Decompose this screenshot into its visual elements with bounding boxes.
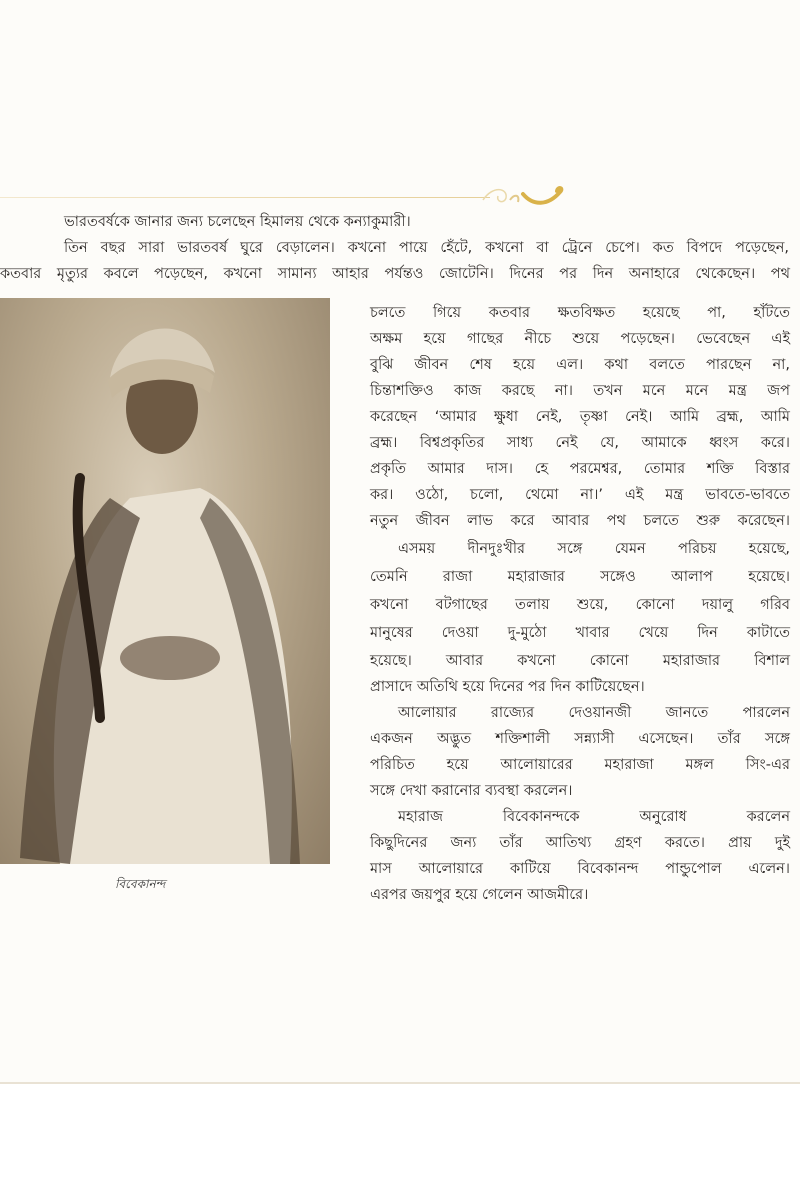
text-line: সঙ্গে দেখা করানোর ব্যবস্থা করলেন। [370,783,573,799]
text-line: মানুষের দেওয়া দু-মুঠো খাবার খেয়ে দিন কাটাতে [370,625,790,641]
text-line: তেমনি রাজা মহারাজার সঙ্গেও আলাপ হয়েছে। [370,569,790,585]
intro-line: কতবার মৃত্যুর কবলে পড়েছেন, কখনো সামান্য আহার পর্যন্তও জোটেনি। দিনের পর দিন অনাহারে থেকেছেন। পথ [0,266,790,282]
text-line: মহারাজ বিবেকানন্দকে অনুরোধ করলেন [398,809,790,825]
page-edge [0,1082,800,1084]
header-rule [0,197,490,198]
intro-line: ভারতবর্ষকে জানার জন্য চলেছেন হিমালয় থেকে কন্যাকুমারী। [64,214,411,230]
text-line: পরিচিত হয়ে আলোয়ারের মহারাজা মঙ্গল সিং-এর [370,757,790,773]
text-line: নতুন জীবন লাভ করে আবার পথ চলতে শুরু করেছেন। [370,513,790,529]
text-line: বুঝি জীবন শেষ হয়ে এল। কথা বলতে পারছেন না, [370,357,790,373]
text-line: ব্রহ্ম। বিশ্বপ্রকৃতির সাধ্য নেই যে, আমাকে ধ্বংস করে। [370,435,790,451]
text-line: প্রাসাদে অতিথি হয়ে দিনের পর দিন কাটিয়েছেন। [370,679,645,695]
text-line: অক্ষম হয়ে গাছের নীচে শুয়ে পড়েছেন। ভেবেছেন এই [370,331,790,347]
text-line: কর। ওঠো, চলো, থেমো না।’ এই মন্ত্র ভাবতে-ভাবতে [370,487,790,503]
text-line: করেছেন ‘আমার ক্ষুধা নেই, তৃষ্ণা নেই। আমি ব্রহ্ম, আমি [370,409,790,425]
text-line: হয়েছে। আবার কখনো কোনো মহারাজার বিশাল [370,653,790,669]
text-line: চিন্তাশক্তিও কাজ করছে না। তখন মনে মনে মন্ত্র জপ [370,383,790,399]
portrait-figure-icon [0,298,330,864]
photo-caption: বিবেকানন্দ [115,877,166,891]
text-line: প্রকৃতি আমার দাস। হে পরমেশ্বর, তোমার শক্তি বিস্তার [370,461,790,477]
text-line: এরপর জয়পুর হয়ে গেলেন আজমীরে। [370,887,589,903]
text-line: কিছুদিনের জন্য তাঁর আতিথ্য গ্রহণ করতে। প্রায় দুই [370,835,790,851]
text-line: চলতে গিয়ে কতবার ক্ষতবিক্ষত হয়েছে পা, হাঁটতে [370,305,790,321]
text-line: কখনো বটগাছের তলায় শুয়ে, কোনো দয়ালু গরিব [370,597,790,613]
flourish-ornament-icon [478,180,568,210]
intro-line: তিন বছর সারা ভারতবর্ষ ঘুরে বেড়ালেন। কখনো পায়ে হেঁটে, কখনো বা ট্রেনে চেপে। কত বিপদে পড়েছেন, [64,240,789,256]
text-line: একজন অদ্ভুত শক্তিশালী সন্ন্যাসী এসেছেন। তাঁর সঙ্গে [370,731,790,747]
text-line: আলোয়ার রাজ্যের দেওয়ানজী জানতে পারলেন [398,705,790,721]
vivekananda-portrait [0,298,330,864]
text-line: এসময় দীনদুঃখীর সঙ্গে যেমন পরিচয় হয়েছে, [398,541,790,557]
text-line: মাস আলোয়ারে কাটিয়ে বিবেকানন্দ পান্ডুপোল এলেন। [370,861,790,877]
